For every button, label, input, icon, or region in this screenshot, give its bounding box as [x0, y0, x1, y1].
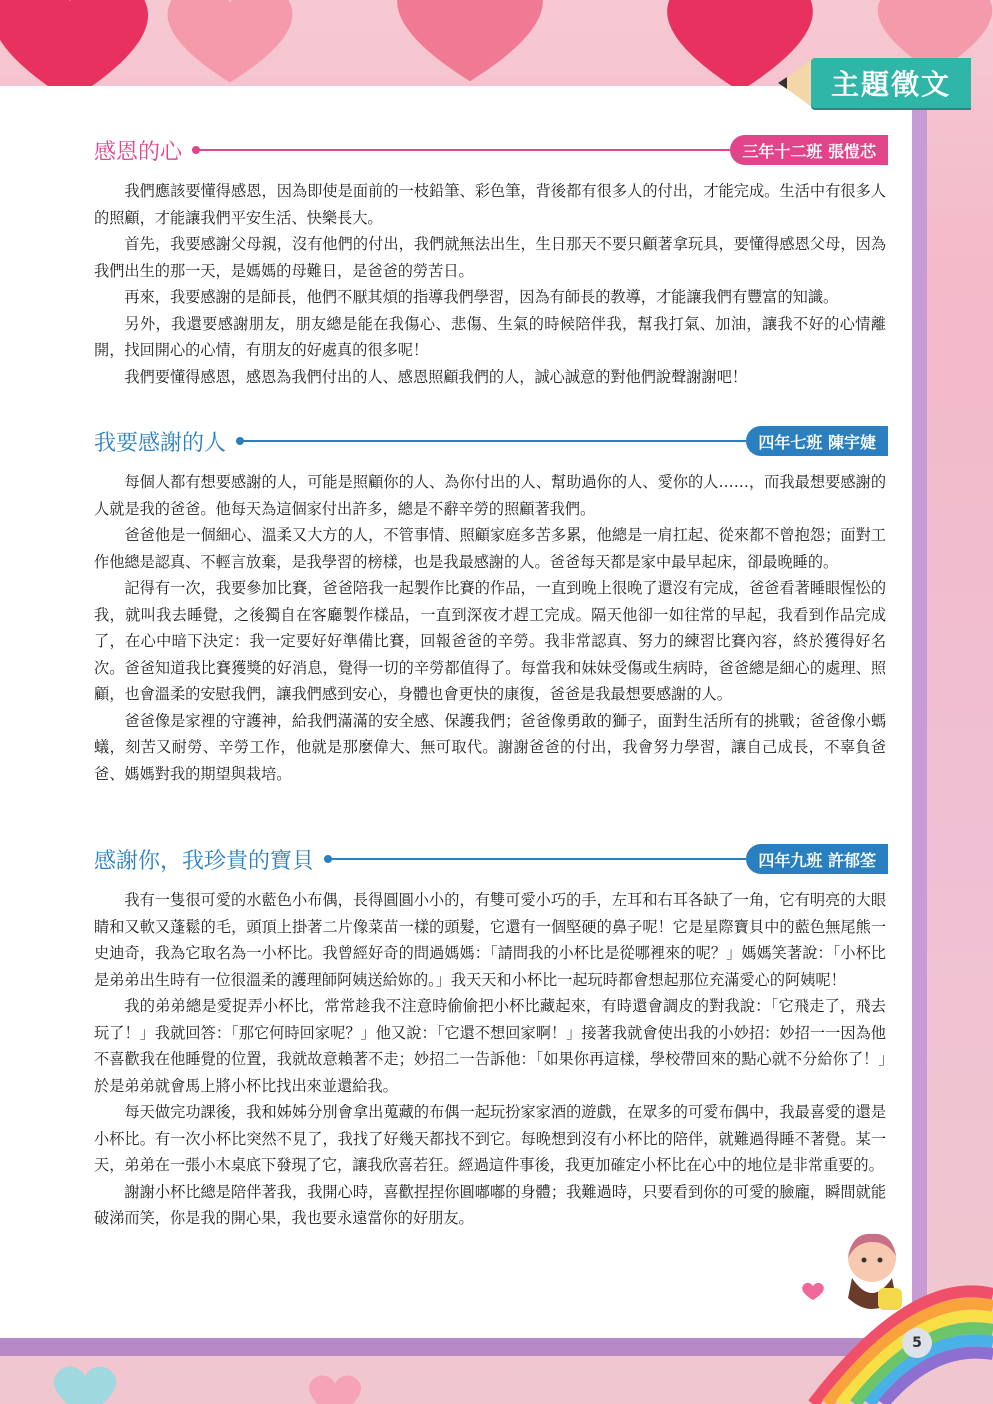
- title-divider-line: [236, 440, 746, 442]
- section-header-tab: [811, 58, 971, 108]
- article-title: 我要感謝的人: [94, 430, 227, 456]
- paragraph: 另外，我還要感謝朋友，朋友總是能在我傷心、悲傷、生氣的時候陪伴我，幫我打氣、加油，讓我不好的心情離開，找回開心的心情，有朋友的好處真的很多呢！: [94, 314, 886, 359]
- bottom-frame-band: [0, 1336, 930, 1356]
- section-title: 主題徵文: [830, 68, 951, 101]
- heart-decoration-icon: [40, 1360, 130, 1404]
- paragraph: 首先，我要感謝父母親，沒有他們的付出，我們就無法出生，生日那天不要只顧著拿玩具，要懂得感恩父母，因為我們出生的那一天，是媽媽的母難日，是爸爸的勞苦日。: [94, 235, 886, 280]
- article-1: [94, 134, 886, 390]
- author-tag: 三年十二班 張愷芯: [730, 135, 888, 165]
- article-title-row: [94, 425, 886, 457]
- child-illustration-icon: [832, 1228, 912, 1318]
- heart-decoration-icon: [150, 0, 310, 90]
- paragraph: 爸爸像是家裡的守護神，給我們滿滿的安全感、保護我們；爸爸像勇敢的獅子，面對生活所有的挑戰；爸爸像小螞蟻，刻苦又耐勞、辛勞工作，他就是那麼偉大、無可取代。謝謝爸爸的付出，我會努力學習，讓自己成長，不辜負爸爸、媽媽對我的期望與栽培。: [94, 711, 886, 783]
- author-tag: 四年九班 許郁筌: [746, 844, 888, 874]
- title-divider-line: [192, 149, 730, 151]
- paragraph: 我們應該要懂得感恩，因為即使是面前的一枝鉛筆、彩色筆，背後都有很多人的付出，才能完成。生活中有很多人的照顧，才能讓我們平安生活、快樂長大。: [94, 182, 886, 227]
- paragraph: 再來，我要感謝的是師長，他們不厭其煩的指導我們學習，因為有師長的教導，才能讓我們有豐富的知識。: [124, 288, 839, 306]
- paragraph: 爸爸他是一個細心、溫柔又大方的人，不管事情、照顧家庭多苦多累，他總是一肩扛起、從來都不曾抱怨；面對工作他總是認真、不輕言放棄，是我學習的榜樣，也是我最感謝的人。爸爸每天都是家中最早起床，卻最晚睡的。: [94, 526, 886, 571]
- paragraph: 記得有一次，我要參加比賽，爸爸陪我一起製作比賽的作品，一直到晚上很晚了還沒有完成，爸爸看著睡眼惺忪的我，就叫我去睡覺，之後獨自在客廳製作樣品，一直到深夜才趕工完成。隔天他卻一如往常的早起，我看到作品完成了，在心中暗下決定：我一定要好好準備比賽，回報爸爸的辛勞。我非常認真、努力的練習比賽內容，終於獲得好名次。爸爸知道我比賽獲獎的好消息，覺得一切的辛勞都值得了。每當我和妹妹受傷或生病時，爸爸總是細心的處理、照顧，也會溫柔的安慰我們，讓我們感到安心，身體也會更快的康復，爸爸是我最想要感謝的人。: [94, 579, 886, 703]
- page-number: 5: [902, 1328, 932, 1358]
- title-divider-line: [324, 858, 746, 860]
- article-body: [94, 178, 886, 390]
- article-3: [94, 843, 886, 1232]
- article-body: [94, 469, 886, 787]
- heart-decoration-icon: [380, 0, 560, 90]
- article-title: 感恩的心: [94, 139, 183, 165]
- article-body: [94, 887, 886, 1232]
- paragraph: 每天做完功課後，我和姊姊分別會拿出蒐藏的布偶一起玩扮家家酒的遊戲，在眾多的可愛布偶中，我最喜愛的還是小杯比。有一次小杯比突然不見了，我找了好幾天都找不到它。每晚想到沒有小杯比的陪伴，就難過得睡不著覺。某一天，弟弟在一張小木桌底下發現了它，讓我欣喜若狂。經過這件事後，我更加確定小杯比在心中的地位是非常重要的。: [94, 1103, 886, 1174]
- article-title-row: [94, 134, 886, 166]
- pencil-lead-icon: [778, 77, 787, 89]
- paragraph: 我們要懂得感恩，感恩為我們付出的人、感恩照顧我們的人，誠心誠意的對他們說聲謝謝吧！: [124, 367, 748, 386]
- article-2: [94, 425, 886, 787]
- article-title: 感謝你，我珍貴的寶貝: [94, 848, 315, 874]
- article-title-row: [94, 843, 886, 875]
- small-heart-icon: [800, 1280, 826, 1302]
- paragraph: 我的弟弟總是愛捉弄小杯比，常常趁我不注意時偷偷把小杯比藏起來，有時還會調皮的對我說：「它飛走了，飛去玩了！」我就回答：「那它何時回家呢？」他又說：「它還不想回家啊！」接著我就會使出我的小妙招：妙招一一因為他不喜歡我在他睡覺的位置，我就故意賴著不走；妙招二一告訴他：「如果你再這樣，學校帶回來的點心就不分給你了！」於是弟弟就會馬上將小杯比找出來並還給我。: [94, 997, 886, 1095]
- paragraph: 我有一隻很可愛的水藍色小布偶，長得圓圓小小的，有雙可愛小巧的手，左耳和右耳各缺了一角，它有明亮的大眼睛和又軟又蓬鬆的毛，頭頂上掛著二片像菜苗一樣的頭髮，它還有一個堅硬的鼻子呢！它是星際寶貝中的藍色無尾熊一史迪奇，我為它取名為一小杯比。我曾經好奇的問過媽媽：「請問我的小杯比是從哪裡來的呢？」媽媽笑著說：「小杯比是弟弟出生時有一位很溫柔的護理師阿姨送給妳的。」我天天和小杯比一起玩時都會想起那位充滿愛心的阿姨呢！: [94, 891, 886, 989]
- author-tag: 四年七班 陳宇婕: [746, 426, 888, 456]
- paragraph: 每個人都有想要感謝的人，可能是照顧你的人、為你付出的人、幫助過你的人、愛你的人……，而我最想要感謝的人就是我的爸爸。他每天為這個家付出許多，總是不辭辛勞的照顧著我們。: [94, 473, 886, 518]
- paragraph: 謝謝小杯比總是陪伴著我，我開心時，喜歡捏捏你圓嘟嘟的身體；我難過時，只要看到你的可愛的臉龐，瞬間就能破涕而笑，你是我的開心果，我也要永遠當你的好朋友。: [94, 1182, 886, 1227]
- heart-decoration-icon: [300, 1370, 370, 1404]
